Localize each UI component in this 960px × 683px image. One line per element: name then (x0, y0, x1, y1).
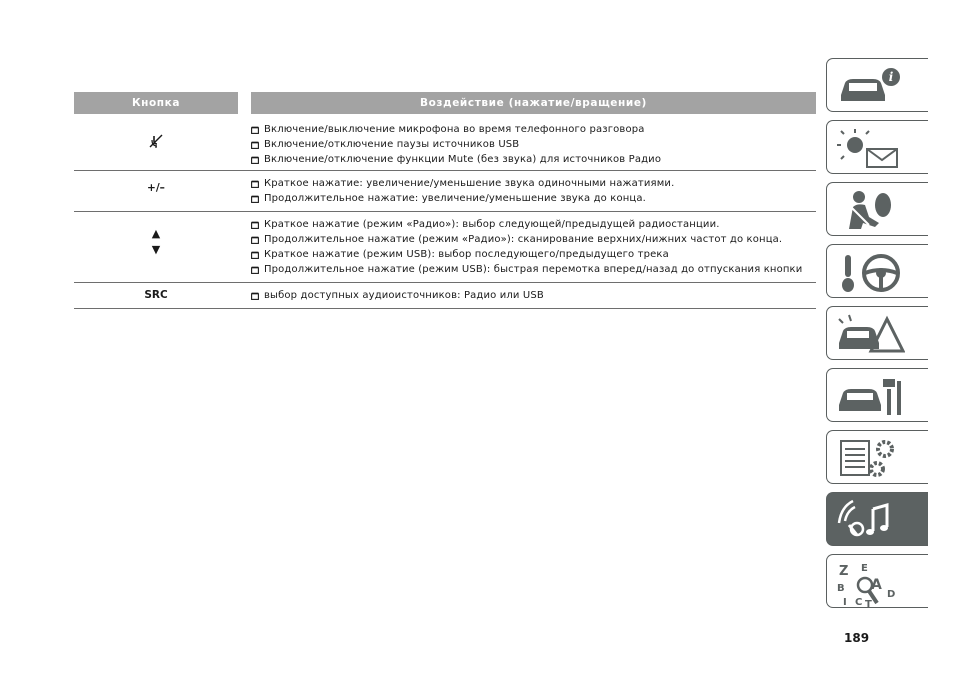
chapter-tab-maintenance[interactable] (826, 368, 928, 422)
action-line: Продолжительное нажатие (режим «Радио»): сканирование верхних/нижних частот до конца. (251, 232, 816, 247)
action-cell (251, 114, 816, 170)
action-line: выбор доступных аудиоисточников: Радио или USB (251, 288, 816, 303)
down-arrow-icon: ▼ (151, 243, 161, 256)
seatbelt-airbag-icon (835, 189, 905, 231)
bullet-icon (251, 195, 259, 203)
chapter-tab-warning-lights[interactable] (826, 120, 928, 174)
table-row (74, 171, 816, 212)
chapter-tab-multimedia[interactable] (826, 492, 928, 546)
technical-data-gear-icon (835, 437, 905, 479)
button-cell (74, 212, 238, 282)
bullet-icon (251, 292, 259, 300)
bullet-icon (251, 221, 259, 229)
key-steering-wheel-icon (835, 251, 905, 293)
action-line: Продолжительное нажатие (режим USB): быстрая перемотка вперед/назад до отпускания кнопки (251, 262, 816, 277)
svg-text:B: B (837, 583, 845, 594)
controls-table (74, 92, 816, 309)
button-cell (74, 283, 238, 308)
action-line: Краткое нажатие (режим USB): выбор последующего/предыдущего трека (251, 247, 816, 262)
chapter-tab-safety[interactable] (826, 182, 928, 236)
svg-text:A: A (871, 577, 882, 593)
car-maintenance-icon (835, 375, 905, 417)
action-cell (251, 171, 816, 211)
header-action: Воздействие (нажатие/вращение) (251, 92, 816, 114)
warning-lights-message-icon (835, 127, 905, 169)
multimedia-music-icon (835, 499, 905, 541)
table-header (74, 92, 816, 114)
bullet-icon (251, 126, 259, 134)
action-cell (251, 212, 816, 282)
table-row (74, 212, 816, 283)
src-button-label: SRC (144, 289, 168, 301)
svg-text:E: E (861, 563, 868, 574)
mute-microphone-icon (149, 134, 163, 148)
bullet-icon (251, 156, 259, 164)
chapter-tab-car-info[interactable] (826, 58, 928, 112)
bullet-icon (251, 251, 259, 259)
svg-text:i: i (888, 70, 894, 84)
chapter-tab-emergency[interactable] (826, 306, 928, 360)
button-cell (74, 171, 238, 211)
up-arrow-icon: ▲ (151, 227, 161, 240)
car-info-icon (835, 65, 905, 107)
table-row (74, 283, 816, 309)
chapter-tab-index[interactable] (826, 554, 928, 608)
bullet-icon (251, 236, 259, 244)
alphabetical-index-icon (835, 561, 905, 607)
page-number: 189 (844, 631, 870, 645)
button-cell (74, 114, 238, 170)
svg-text:T: T (865, 599, 872, 607)
action-line: Включение/отключение паузы источников USB (251, 137, 816, 152)
bullet-icon (251, 141, 259, 149)
header-button: Кнопка (74, 92, 238, 114)
table-row (74, 114, 816, 171)
bullet-icon (251, 266, 259, 274)
volume-button-label: +/– (147, 182, 165, 194)
chapter-tab-starting-driving[interactable] (826, 244, 928, 298)
svg-text:C: C (855, 597, 863, 607)
action-line: Включение/выключение микрофона во время телефонного разговора (251, 122, 816, 137)
action-line: Краткое нажатие (режим «Радио»): выбор следующей/предыдущей радиостанции. (251, 217, 816, 232)
action-line: Продолжительное нажатие: увеличение/уменьшение звука до конца. (251, 191, 816, 206)
svg-text:Z: Z (839, 564, 849, 579)
bullet-icon (251, 180, 259, 188)
action-line: Включение/отключение функции Mute (без звука) для источников Радио (251, 152, 816, 167)
action-cell (251, 283, 816, 308)
car-emergency-warning-icon (835, 313, 905, 355)
svg-text:I: I (843, 597, 847, 607)
svg-text:D: D (887, 589, 896, 600)
action-line: Краткое нажатие: увеличение/уменьшение звука одиночными нажатиями. (251, 176, 816, 191)
chapter-tab-technical-data[interactable] (826, 430, 928, 484)
